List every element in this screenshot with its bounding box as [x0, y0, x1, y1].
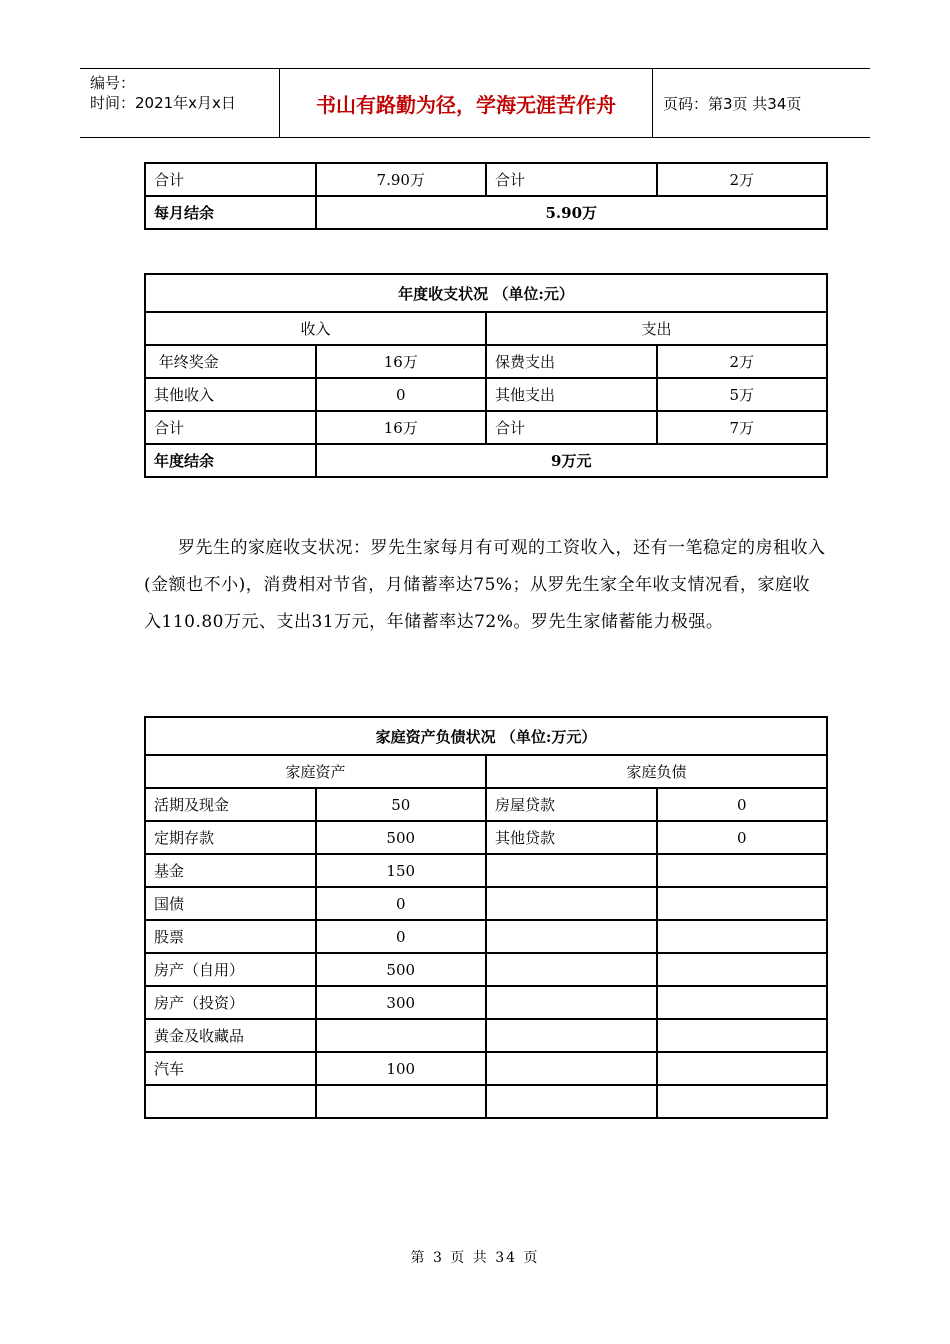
table-cell: 300 — [316, 986, 487, 1019]
table-cell — [486, 1052, 657, 1085]
table-cell: 其他支出 — [486, 378, 657, 411]
asset-rows — [145, 788, 827, 1118]
header-meta — [80, 69, 280, 137]
table-cell — [657, 953, 828, 986]
header-motto: 书山有路勤为径，学海无涯苦作舟 — [280, 69, 653, 137]
table-cell — [486, 953, 657, 986]
expense-header: 支出 — [486, 312, 827, 345]
table-cell: 5万 — [657, 378, 828, 411]
table-cell: 保费支出 — [486, 345, 657, 378]
table-cell: 房屋贷款 — [486, 788, 657, 821]
table-cell: 0 — [316, 887, 487, 920]
table-row — [145, 986, 827, 1019]
table-cell — [486, 1085, 657, 1118]
table-cell: 活期及现金 — [145, 788, 316, 821]
table-cell — [145, 1085, 316, 1118]
table-row — [145, 163, 827, 196]
table-cell: 其他收入 — [145, 378, 316, 411]
table-cell — [486, 920, 657, 953]
table-cell: 黄金及收藏品 — [145, 1019, 316, 1052]
income-header: 收入 — [145, 312, 486, 345]
page-footer: 第 3 页 共 34 页 — [410, 1250, 540, 1266]
table-cell: 年终奖金 — [145, 345, 316, 378]
table-cell: 合计 — [486, 411, 657, 444]
table-cell — [486, 887, 657, 920]
liability-header: 家庭负债 — [486, 755, 827, 788]
table-cell: 其他贷款 — [486, 821, 657, 854]
table-cell: 合计 — [486, 163, 657, 196]
table-cell: 50 — [316, 788, 487, 821]
table-cell: 2万 — [657, 163, 828, 196]
table-cell: 16万 — [316, 411, 487, 444]
asset-liability-table — [144, 716, 828, 1119]
table-cell: 基金 — [145, 854, 316, 887]
table-row — [145, 345, 827, 378]
table-row — [145, 411, 827, 444]
table-cell: 0 — [657, 821, 828, 854]
table-row — [145, 854, 827, 887]
table-title-row — [145, 274, 827, 312]
table-row — [145, 953, 827, 986]
annual-balance-label: 年度结余 — [145, 444, 316, 477]
table-row — [145, 887, 827, 920]
table-cell: 150 — [316, 854, 487, 887]
table-cell — [657, 1052, 828, 1085]
summary-paragraph: 罗先生的家庭收支状况：罗先生家每月有可观的工资收入，还有一笔稳定的房租收入(金额也不小)，消费相对节省，月储蓄率达75%；从罗先生家全年收支情况看，家庭收入110.80万元、支出31万元，年储蓄率达72%。罗先生家储蓄能力极强。 — [144, 538, 826, 632]
time-label: 时间：2021年x月x日 — [90, 94, 236, 112]
asset-header: 家庭资产 — [145, 755, 486, 788]
table-cell — [657, 854, 828, 887]
table-cell: 500 — [316, 953, 487, 986]
table-cell: 国债 — [145, 887, 316, 920]
table-cell — [316, 1019, 487, 1052]
table-cell: 定期存款 — [145, 821, 316, 854]
table-cell: 房产（自用） — [145, 953, 316, 986]
table-cell: 0 — [316, 920, 487, 953]
table-cell: 汽车 — [145, 1052, 316, 1085]
table-cell: 房产（投资） — [145, 986, 316, 1019]
table-cell — [657, 986, 828, 1019]
table-cell: 16万 — [316, 345, 487, 378]
table-cell — [316, 1085, 487, 1118]
table-row — [145, 196, 827, 229]
table-cell — [657, 1019, 828, 1052]
table-cell: 合计 — [145, 163, 316, 196]
header-page-info: 页码：第3页 共34页 — [663, 94, 802, 113]
table-cell: 7万 — [657, 411, 828, 444]
table-title-row — [145, 717, 827, 755]
table-cell: 股票 — [145, 920, 316, 953]
table-cell — [657, 887, 828, 920]
table-cell — [657, 920, 828, 953]
table-row — [145, 1052, 827, 1085]
monthly-table — [144, 162, 828, 230]
table-cell: 0 — [657, 788, 828, 821]
table-cell — [657, 1085, 828, 1118]
asset-table-title: 家庭资产负债状况 （单位:万元） — [145, 717, 827, 755]
table-header-row — [145, 312, 827, 345]
table-cell: 100 — [316, 1052, 487, 1085]
table-row — [145, 788, 827, 821]
table-cell: 500 — [316, 821, 487, 854]
page-header — [80, 68, 870, 138]
table-row — [145, 920, 827, 953]
table-cell: 合计 — [145, 411, 316, 444]
table-header-row — [145, 755, 827, 788]
table-row — [145, 444, 827, 477]
number-label: 编号： — [90, 74, 136, 92]
table-cell: 7.90万 — [316, 163, 487, 196]
table-row — [145, 378, 827, 411]
annual-balance-value: 9万元 — [316, 444, 828, 477]
table-cell — [486, 1019, 657, 1052]
table-cell — [486, 854, 657, 887]
monthly-balance-value: 5.90万 — [316, 196, 828, 229]
table-cell: 0 — [316, 378, 487, 411]
table-row — [145, 1019, 827, 1052]
table-row — [145, 1085, 827, 1118]
monthly-balance-label: 每月结余 — [145, 196, 316, 229]
table-cell: 2万 — [657, 345, 828, 378]
annual-table-title: 年度收支状况 （单位:元） — [145, 274, 827, 312]
table-cell — [486, 986, 657, 1019]
annual-table — [144, 273, 828, 478]
table-row — [145, 821, 827, 854]
